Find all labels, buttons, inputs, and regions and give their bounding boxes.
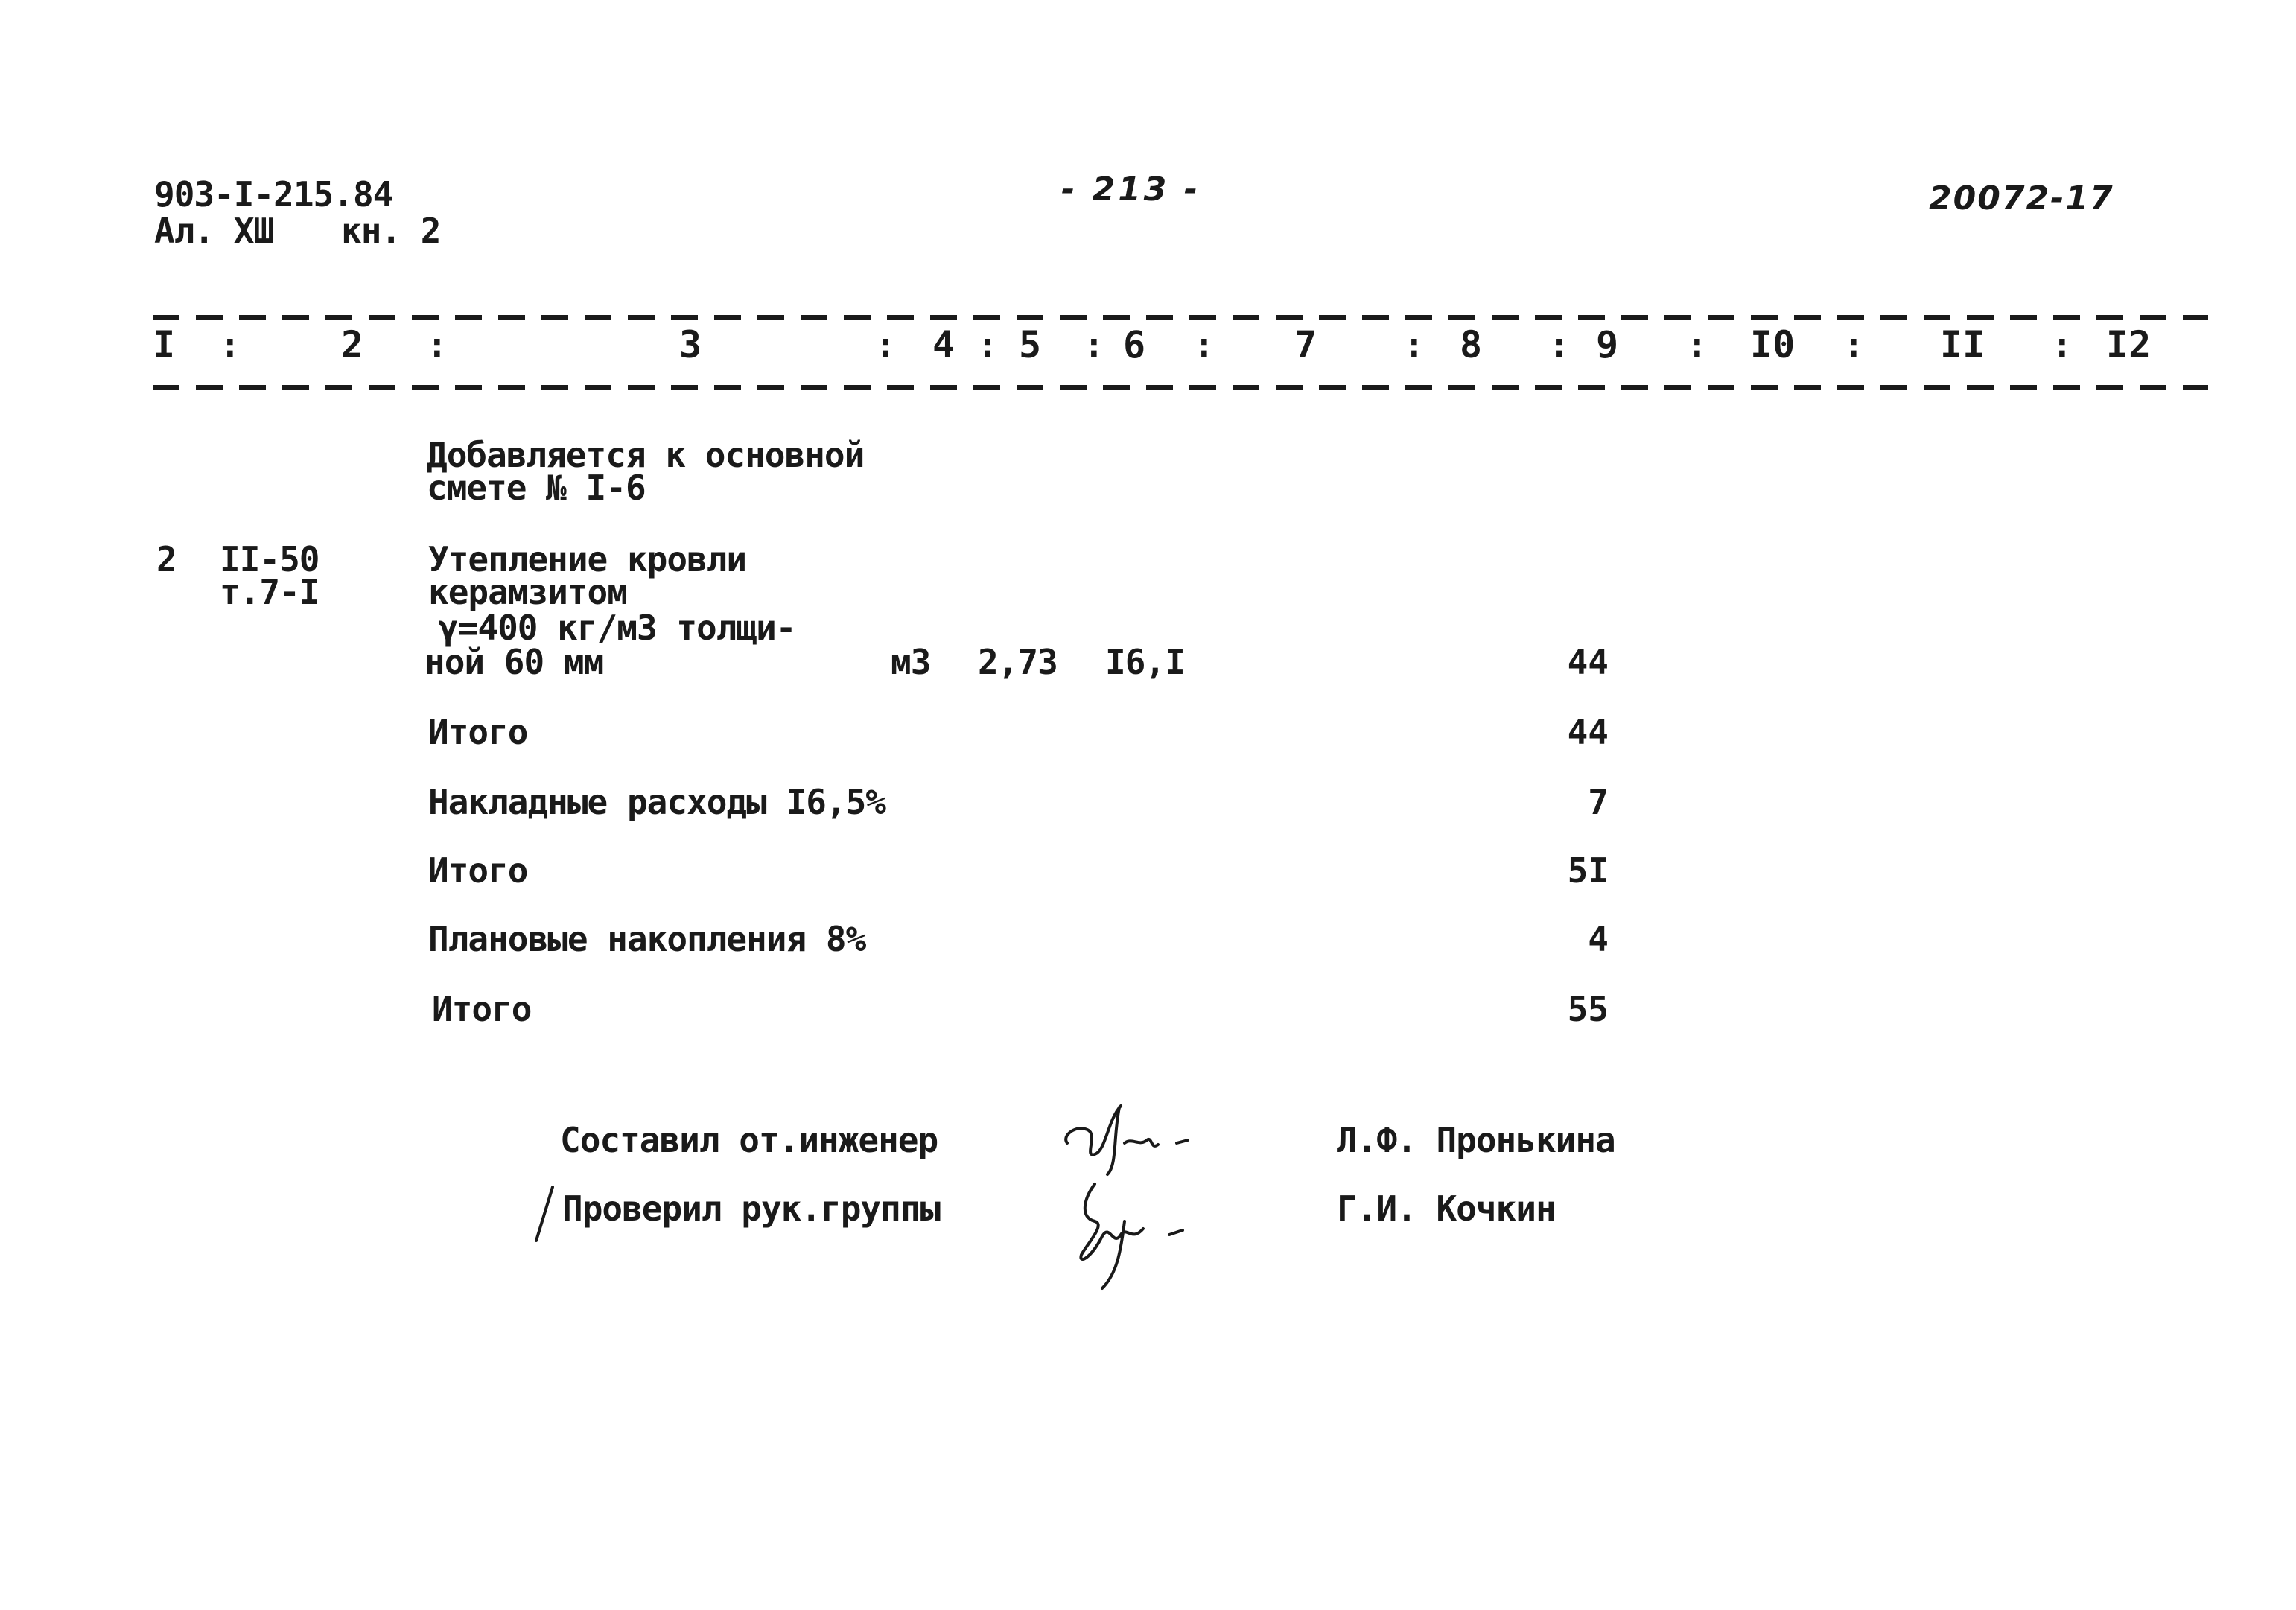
summary-label: Плановые накопления 8% <box>428 919 866 959</box>
compiled-by-name: Л.Ф. Пронькина <box>1337 1120 1615 1160</box>
column-separator: : <box>220 325 241 365</box>
item-description-line-1: Утепление кровли <box>428 539 747 579</box>
column-header-2: 2 <box>341 323 364 366</box>
column-separator: : <box>1687 325 1708 365</box>
item-code-line-1: II-50 <box>220 539 319 579</box>
intro-line-2: смете № I-6 <box>427 468 646 508</box>
handwritten-mark <box>530 1184 560 1244</box>
column-separator: : <box>875 325 896 365</box>
item-unit: м3 <box>891 642 931 682</box>
book-label: кн. 2 <box>341 211 441 251</box>
column-header-8: 8 <box>1460 323 1483 366</box>
item-code-line-2: т.7-I <box>220 572 319 612</box>
summary-value: 44 <box>1567 712 1609 752</box>
column-header-10: I0 <box>1750 323 1796 366</box>
summary-value: 7 <box>1588 782 1609 822</box>
item-description-line-4: ной 60 мм <box>424 642 604 682</box>
checked-by-name: Г.И. Кочкин <box>1337 1189 1556 1229</box>
column-header-9: 9 <box>1596 323 1619 366</box>
column-separator: : <box>2052 325 2073 365</box>
signature-checked <box>1050 1177 1199 1296</box>
column-header-1: I <box>153 323 176 366</box>
summary-value: 5I <box>1567 850 1609 891</box>
checked-by-label: Проверил рук.группы <box>562 1189 941 1229</box>
signature-compiled <box>1054 1091 1203 1180</box>
table-bottom-rule <box>153 385 2208 390</box>
album-label: Ал. XШ <box>154 211 274 251</box>
item-quantity: 2,73 <box>978 642 1058 682</box>
item-price: I6,I <box>1105 642 1185 682</box>
column-header-4: 4 <box>932 323 955 366</box>
summary-label: Итого <box>432 989 532 1029</box>
item-total: 44 <box>1567 642 1609 682</box>
table-top-rule <box>153 315 2208 320</box>
column-separator: : <box>1843 325 1864 365</box>
item-description-line-2: керамзитом <box>428 572 627 612</box>
doc-code: 903-I-215.84 <box>154 174 393 214</box>
column-header-3: 3 <box>679 323 702 366</box>
column-header-5: 5 <box>1019 323 1042 366</box>
column-header-6: 6 <box>1123 323 1146 366</box>
summary-value: 4 <box>1588 919 1609 959</box>
column-separator: : <box>1084 325 1104 365</box>
column-separator: : <box>1549 325 1570 365</box>
summary-value: 55 <box>1567 989 1609 1029</box>
column-header-7: 7 <box>1294 323 1317 366</box>
column-separator: : <box>427 325 448 365</box>
column-header-12: I2 <box>2106 323 2152 366</box>
column-header-11: II <box>1940 323 1985 366</box>
summary-label: Накладные расходы I6,5% <box>428 782 885 822</box>
item-number: 2 <box>156 539 177 579</box>
summary-label: Итого <box>428 850 528 891</box>
compiled-by-label: Составил от.инженер <box>560 1120 938 1160</box>
summary-label: Итого <box>428 712 528 752</box>
item-description-line-3: γ=400 кг/м3 толщи- <box>438 608 796 648</box>
intro-line-1: Добавляется к основной <box>427 435 865 475</box>
column-separator: : <box>1194 325 1215 365</box>
page-number: - 213 - <box>1061 171 1201 209</box>
column-separator: : <box>1404 325 1425 365</box>
sheet-code: 20072-17 <box>1929 179 2114 217</box>
column-separator: : <box>977 325 998 365</box>
